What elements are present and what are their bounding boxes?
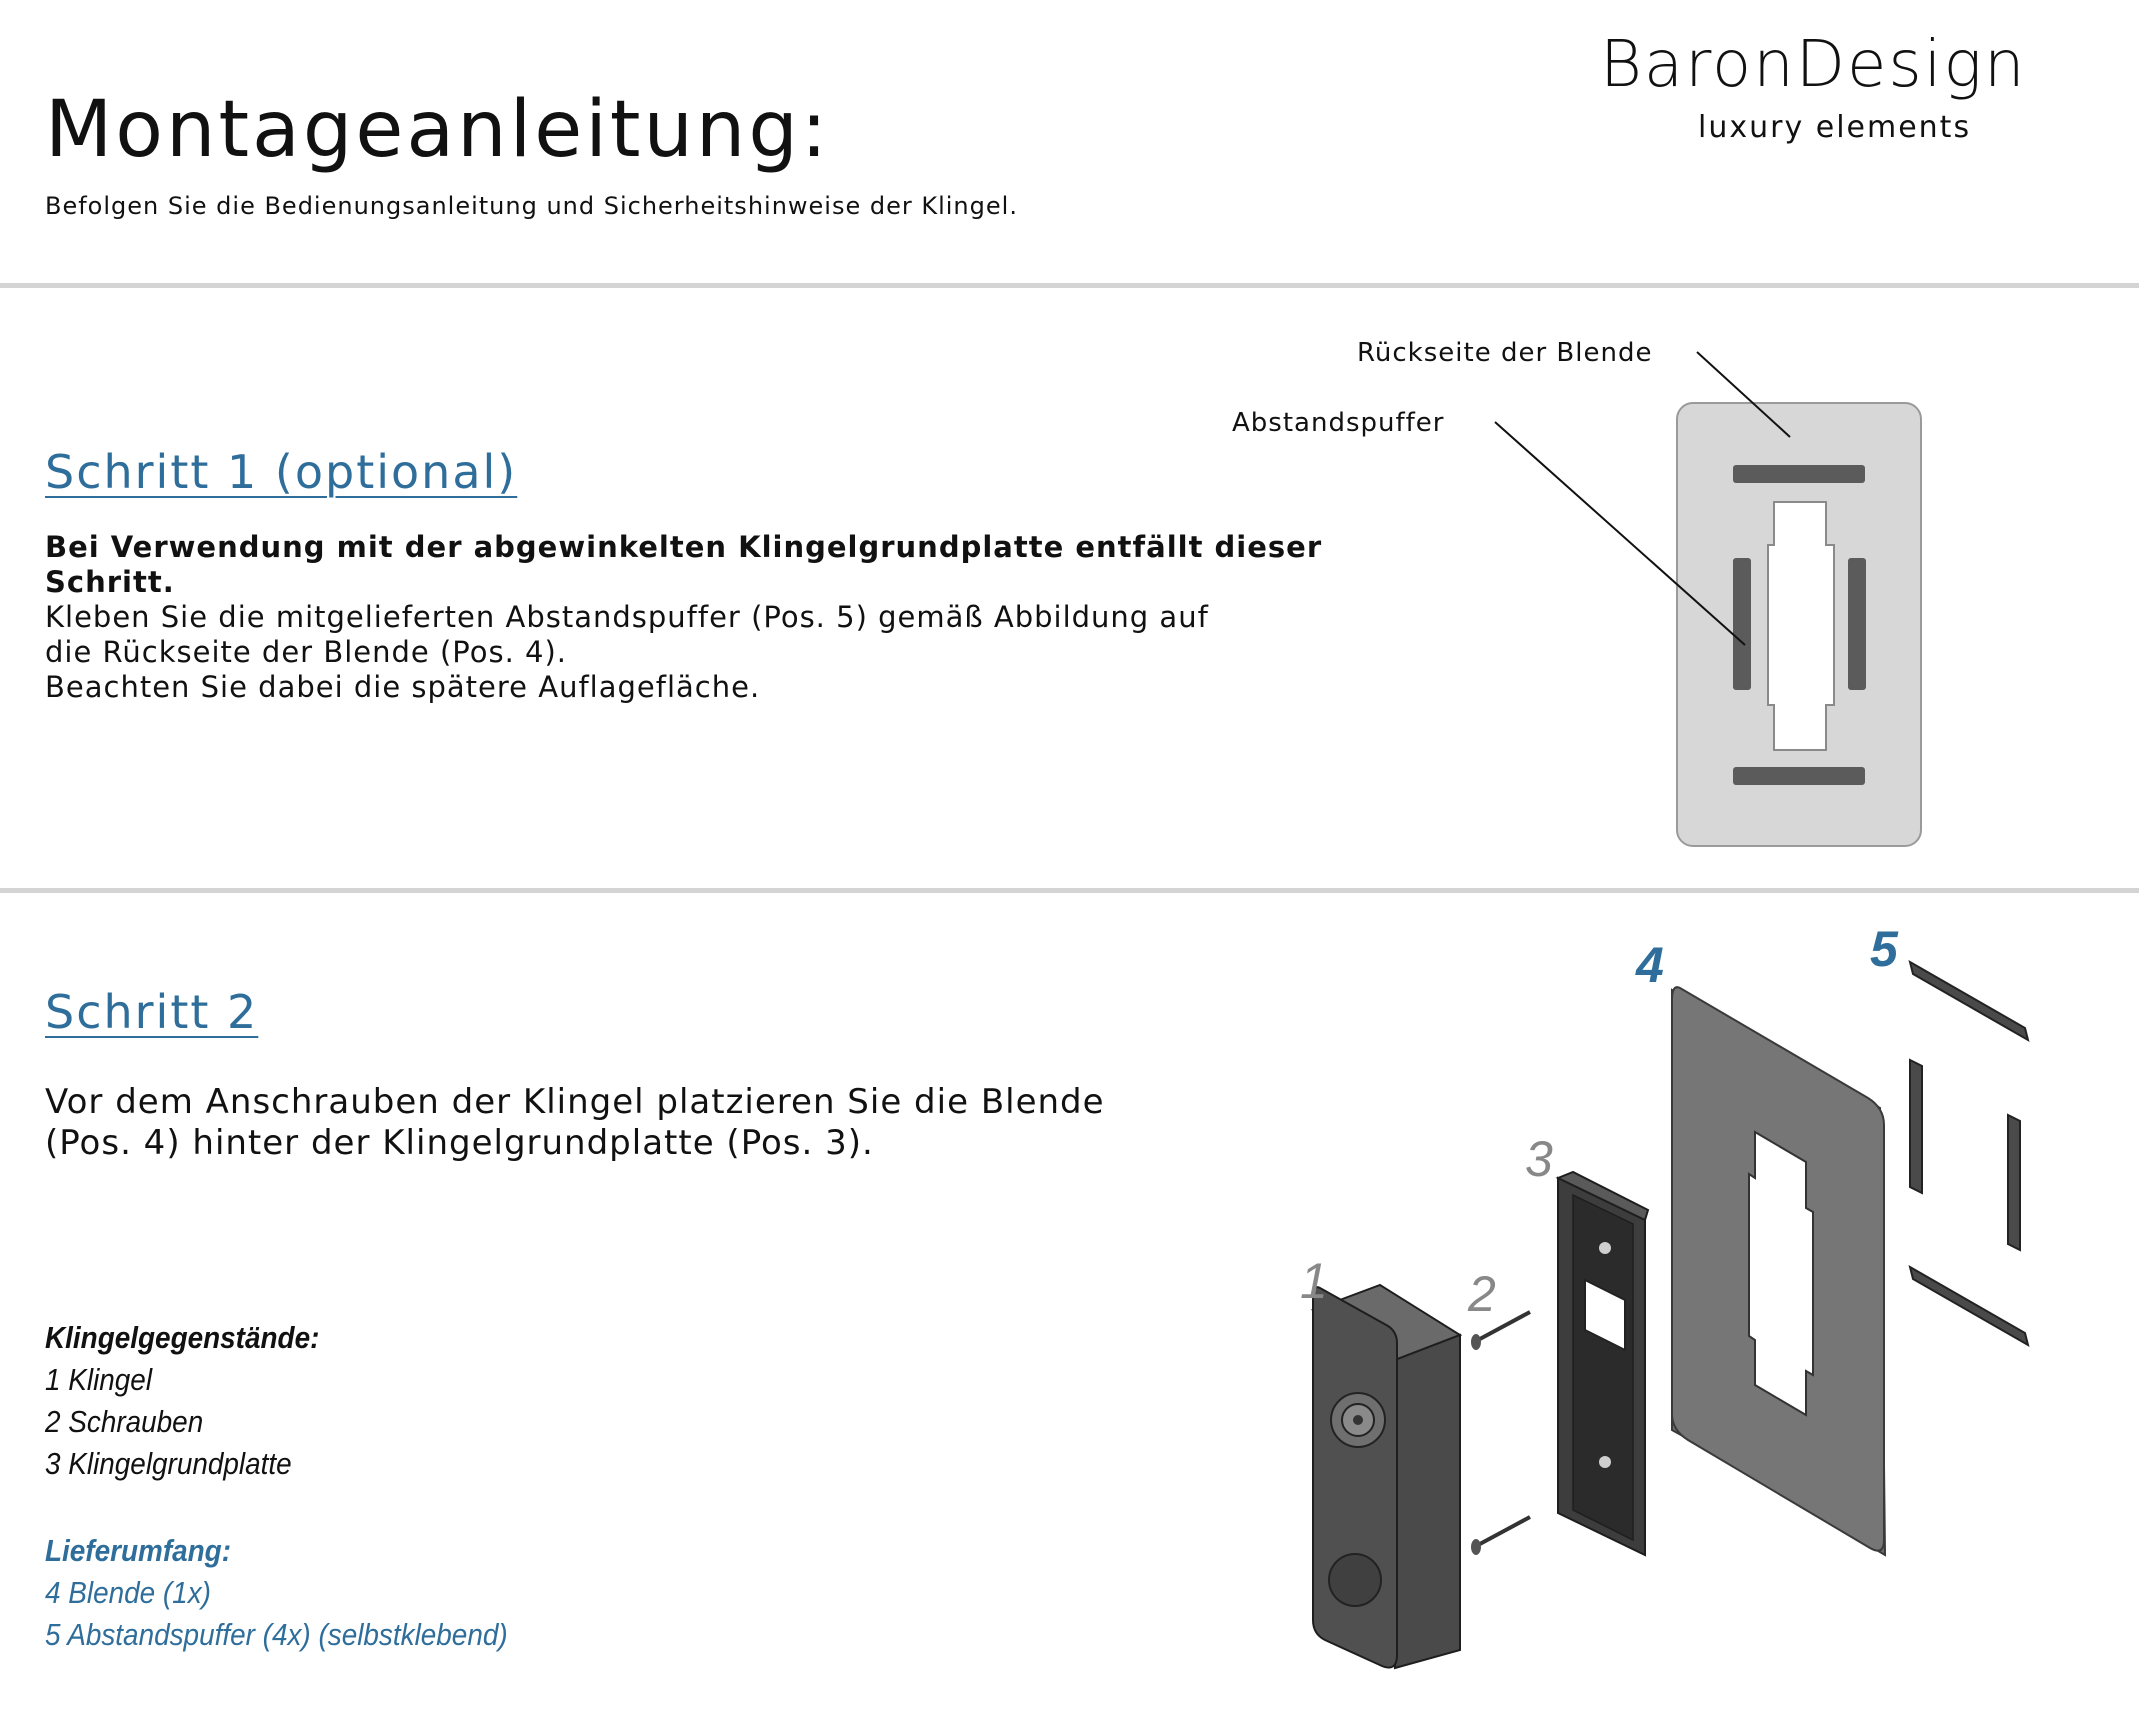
bell-items-heading: Klingelgegenstände: [45,1320,320,1355]
delivery-list [45,1530,508,1656]
step2-line: Vor dem Anschrauben der Klingel platzieren Sie die Blende [45,1082,1105,1122]
callout-spacer: Abstandspuffer [1232,408,1445,438]
brand-tagline: luxury elements [1698,110,1972,145]
panel-back-illustration [1677,403,1921,846]
part5-spacers-illustration [1910,962,2028,1345]
part-number-3: 3 [1525,1131,1553,1187]
part1-doorbell-illustration [1313,1285,1460,1668]
step1-bold-note: Bei Verwendung mit der abgewinkelten Klingelgrundplatte entfällt dieser Schritt. [45,530,1323,599]
page-title: Montageanleitung: [45,85,831,175]
step2-instructions [45,1082,1345,1164]
step1-line: Kleben Sie die mitgelieferten Abstandspuffer (Pos. 5) gemäß Abbildung auf [45,600,1209,634]
step1-line: Beachten Sie dabei die spätere Auflagefläche. [45,670,761,704]
part4-panel-illustration [1672,987,1885,1555]
list-item: 2 Schrauben [45,1404,204,1439]
delivery-heading: Lieferumfang: [45,1533,232,1568]
page-subtitle: Befolgen Sie die Bedienungsanleitung und Sicherheitshinweise der Klingel. [45,192,1018,220]
part2-screws-illustration [1471,1312,1530,1555]
part-number-4: 4 [1636,937,1664,993]
list-item: 5 Abstandspuffer (4x) (selbstklebend) [45,1617,508,1652]
part-number-1: 1 [1300,1253,1328,1309]
part-number-5: 5 [1870,921,1898,977]
part-number-2: 2 [1468,1266,1496,1322]
bell-items-list [45,1317,319,1485]
part3-baseplate-illustration [1558,1172,1648,1555]
step1-title: Schritt 1 (optional) [45,445,518,499]
list-item: 4 Blende (1x) [45,1575,211,1610]
callout-back-of-panel: Rückseite der Blende [1357,338,1653,368]
list-item: 1 Klingel [45,1362,153,1397]
step2-line: (Pos. 4) hinter der Klingelgrundplatte (Pos. 3). [45,1123,874,1163]
step1-line: die Rückseite der Blende (Pos. 4). [45,635,568,669]
list-item: 3 Klingelgrundplatte [45,1446,292,1481]
step2-title: Schritt 2 [45,985,259,1039]
brand-name: BaronDesign [1600,28,2027,102]
